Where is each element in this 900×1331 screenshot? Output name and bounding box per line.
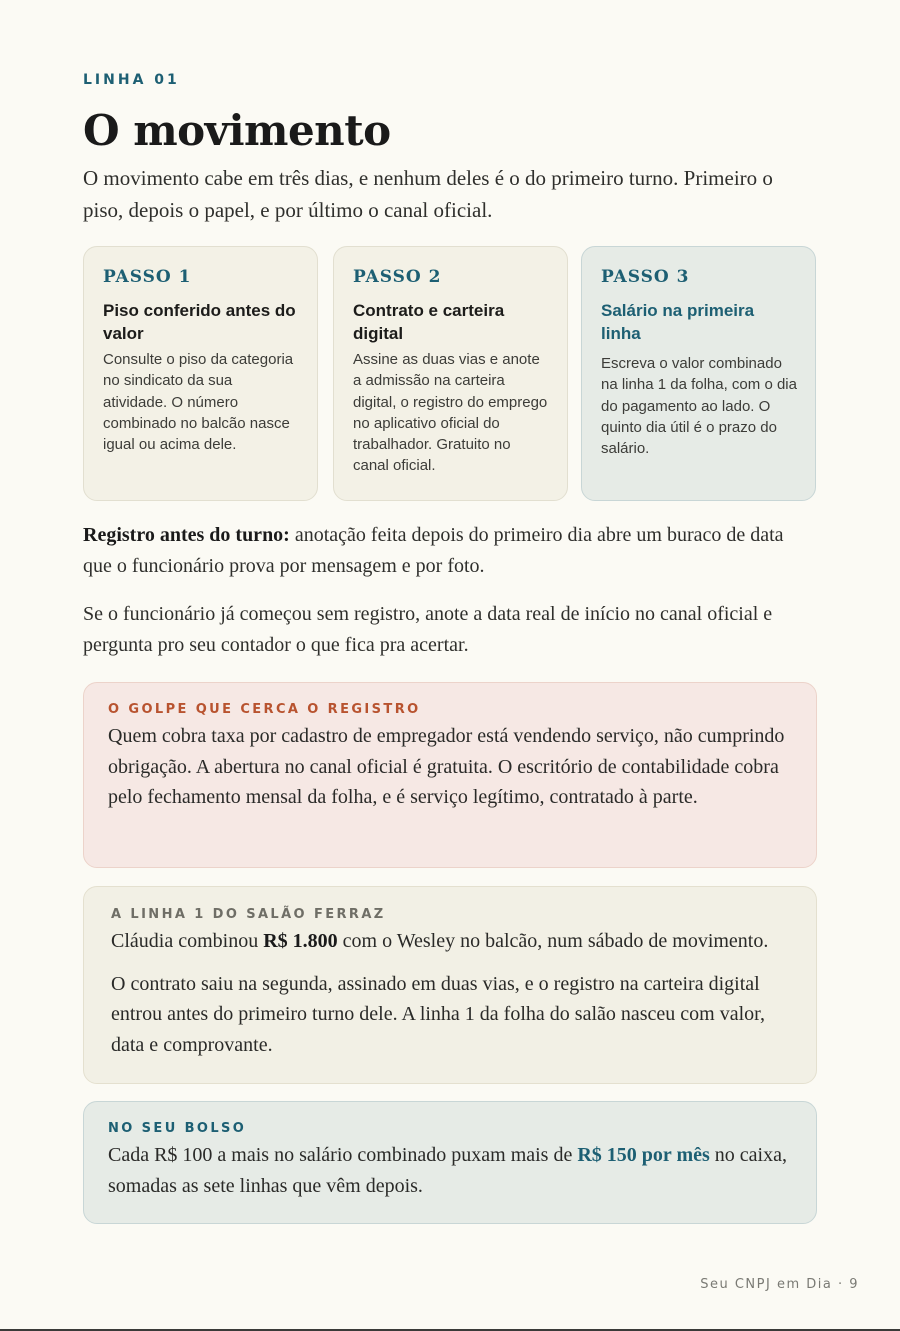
steps-cards (83, 246, 817, 503)
page-footer: Seu CNPJ em Dia · 9 (700, 1277, 859, 1292)
registro-paragraph (83, 520, 817, 582)
step-number: PASSO 2 (353, 267, 442, 287)
case-label: A LINHA 1 DO SALÃO FERRAZ (111, 907, 386, 922)
case-text-before: Cláudia combinou (111, 930, 264, 952)
pocket-text-before: Cada R$ 100 a mais no salário combinado puxam mais de (108, 1144, 578, 1166)
case-text-1 (111, 926, 790, 957)
step-card-2 (333, 246, 568, 501)
page-title: O movimento (83, 106, 391, 155)
intro-paragraph: O movimento cabe em três dias, e nenhum deles é o do primeiro turno. Primeiro o piso, depois o papel, e por último o canal oficial. (83, 166, 773, 222)
warning-callout (83, 682, 817, 868)
step-heading: Piso conferido antes do valor (103, 301, 296, 343)
step-number: PASSO 1 (103, 267, 192, 287)
case-text-2: O contrato saiu na segunda, assinado em duas vias, e o registro na carteira digital entrou antes do primeiro turno dele. A linha 1 da folha do salão nasceu com valor, data e comprovante. (111, 972, 766, 1057)
step-body: Assine as duas vias e anote a admissão na carteira digital, o registro do emprego no aplicativo oficial do trabalhador. Gratuito no canal oficial. (353, 351, 548, 475)
registro-lead: Registro antes do turno: (83, 524, 290, 546)
pocket-text-after: no caixa, somadas as sete linhas que vêm depois. (108, 1144, 787, 1197)
warning-text: Quem cobra taxa por cadastro de empregador está vendendo serviço, não cumprindo obrigação. A abertura no canal oficial é gratuita. O escritório de contabilidade cobra pelo fechamento mensal da folha, e é serviço legítimo, contratado à parte. (108, 725, 785, 809)
step-card-3 (581, 246, 816, 501)
case-text-after: com o Wesley no balcão, num sábado de movimento. (337, 930, 769, 952)
step-heading: Salário na primeira linha (601, 301, 755, 343)
step-heading: Contrato e carteira digital (353, 301, 505, 343)
sem-registro-paragraph: Se o funcionário já começou sem registro, anote a data real de início no canal oficial e pergunta pro seu contador o que fica pra acertar. (83, 603, 773, 656)
pocket-callout (83, 1101, 817, 1224)
step-body: Escreva o valor combinado na linha 1 da folha, com o dia do pagamento ao lado. O quinto dia útil é o prazo do salário. (601, 355, 797, 458)
step-card-1 (83, 246, 318, 501)
step-body: Consulte o piso da categoria no sindicato da sua atividade. O número combinado no balcão nasce igual ou acima dele. (103, 351, 294, 454)
case-amount: R$ 1.800 (263, 930, 338, 952)
pocket-highlight: R$ 150 por mês (577, 1144, 710, 1166)
step-number: PASSO 3 (601, 267, 690, 287)
pocket-label: NO SEU BOLSO (108, 1121, 247, 1136)
registro-text: anotação feita depois do primeiro dia abre um buraco de data que o funcionário prova por mensagem e por foto. (83, 524, 784, 577)
warning-label: O GOLPE QUE CERCA O REGISTRO (108, 702, 421, 717)
case-callout (83, 886, 817, 1084)
section-eyebrow: LINHA 01 (83, 72, 180, 88)
pocket-text (108, 1140, 792, 1201)
